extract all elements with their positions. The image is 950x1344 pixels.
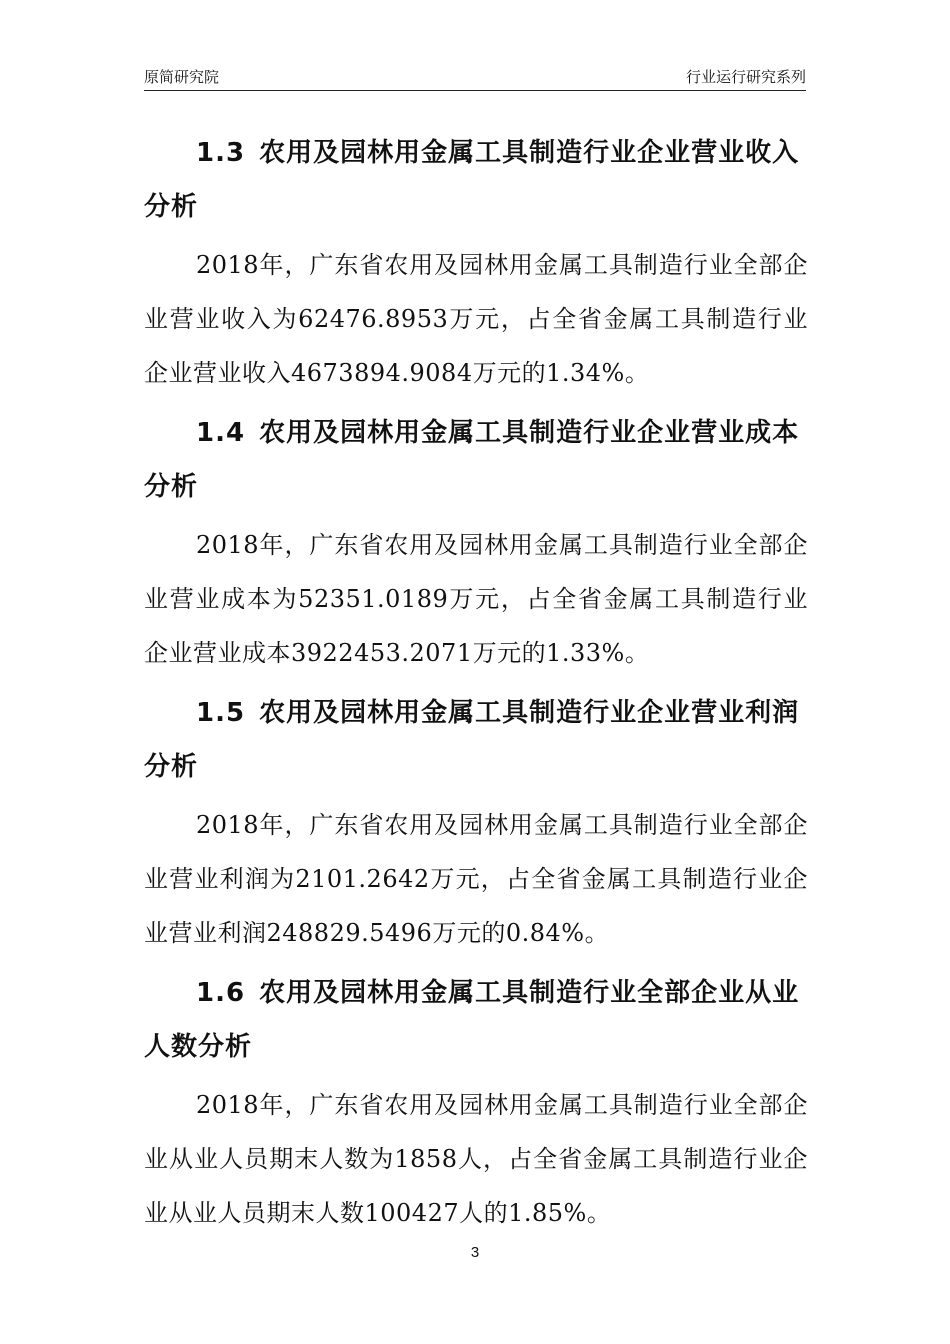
section-title: 农用及园林用金属工具制造行业全部企业从业人数分析 (144, 978, 800, 1062)
section-title: 农用及园林用金属工具制造行业企业营业利润分析 (144, 698, 800, 782)
section-paragraph: 2018年，广东省农用及园林用金属工具制造行业全部企业营业利润为2101.2642万元，占全省金属工具制造行业企业营业利润248829.5496万元的0.84%。 (144, 811, 808, 947)
section-title: 农用及园林用金属工具制造行业企业营业成本分析 (144, 418, 800, 502)
section-heading (144, 686, 808, 794)
section-number: 1.5 (196, 698, 246, 728)
section-number: 1.4 (196, 418, 246, 448)
section-paragraph: 2018年，广东省农用及园林用金属工具制造行业全部企业营业收入为62476.8953万元，占全省金属工具制造行业企业营业收入4673894.9084万元的1.34%。 (144, 251, 808, 387)
section-heading (144, 966, 808, 1074)
header-series-name: 行业运行研究系列 (685, 68, 806, 86)
page-header (144, 66, 806, 91)
section-number: 1.6 (196, 978, 246, 1008)
section-heading (144, 126, 808, 234)
header-institute-name: 原简研究院 (144, 68, 220, 86)
section-paragraph: 2018年，广东省农用及园林用金属工具制造行业全部企业营业成本为52351.0189万元，占全省金属工具制造行业企业营业成本3922453.2071万元的1.33%。 (144, 531, 808, 667)
section-paragraph: 2018年，广东省农用及园林用金属工具制造行业全部企业从业人员期末人数为1858人，占全省金属工具制造行业企业从业人员期末人数100427人的1.85%。 (144, 1091, 808, 1227)
section-heading (144, 406, 808, 514)
document-body (144, 126, 808, 1246)
section-title: 农用及园林用金属工具制造行业企业营业收入分析 (144, 138, 800, 222)
page-number: 3 (470, 1244, 480, 1261)
section-number: 1.3 (196, 138, 246, 168)
